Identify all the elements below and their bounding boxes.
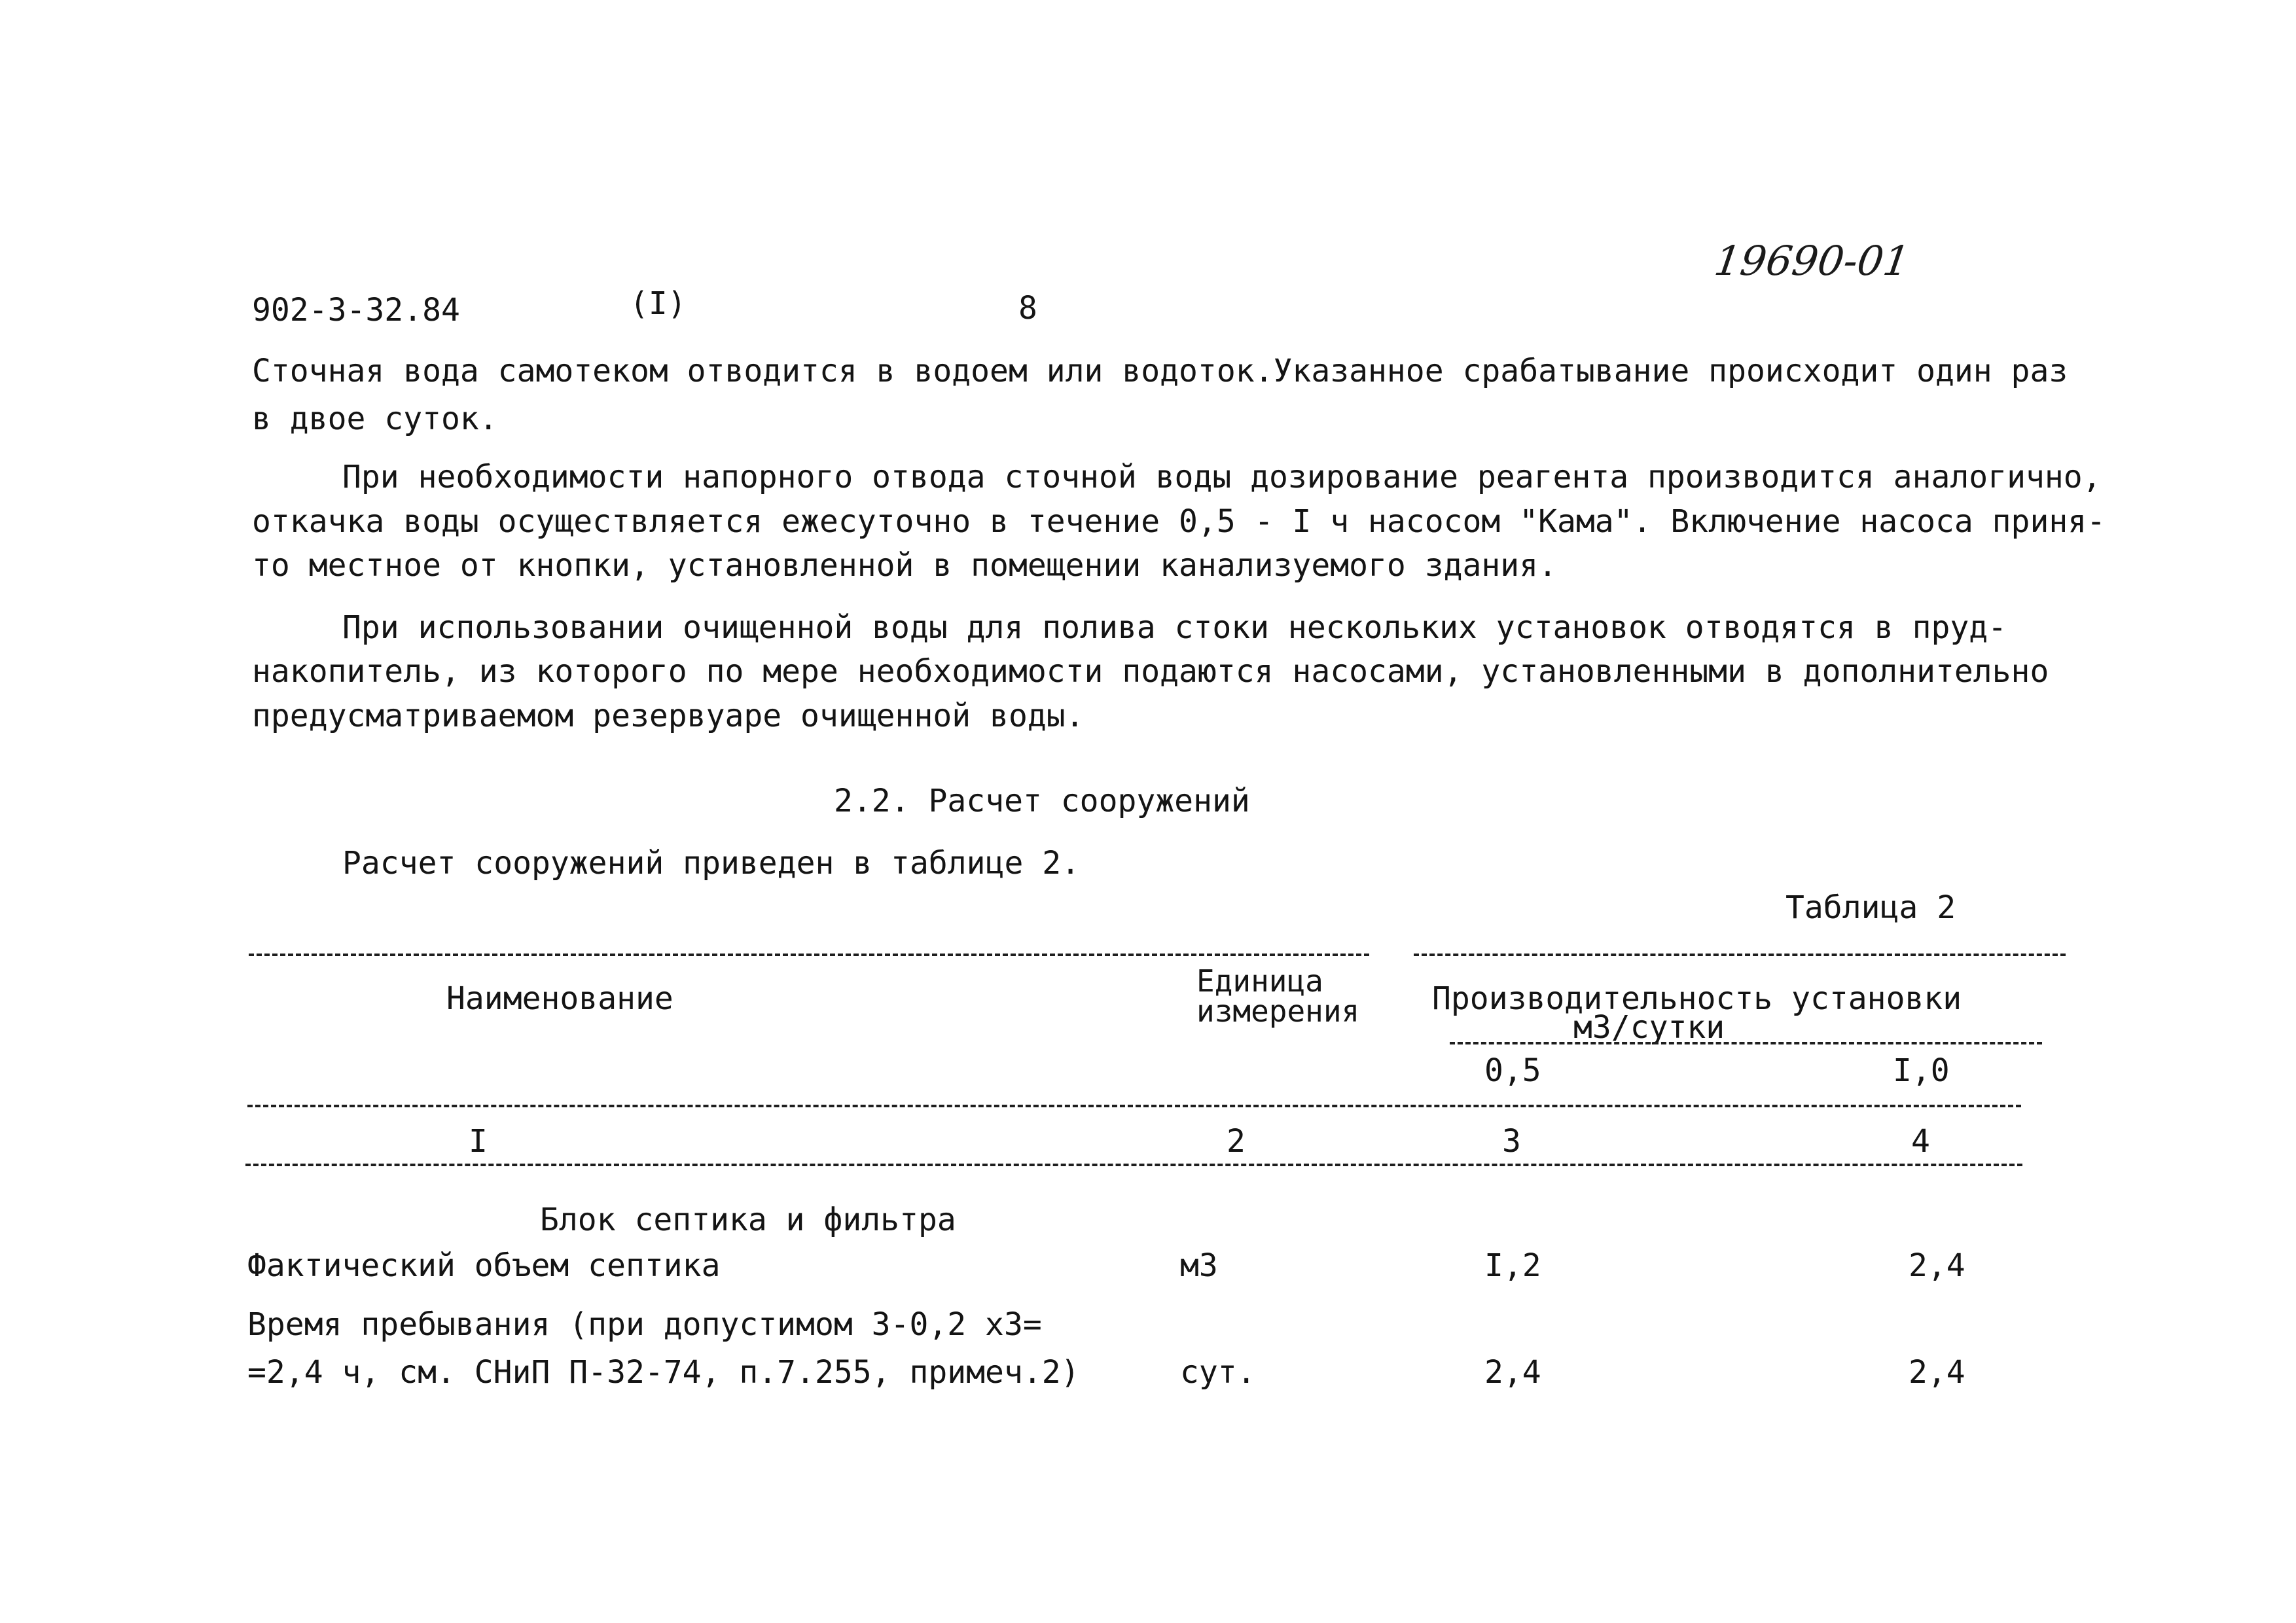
header-unit-line1: Единица [1196, 963, 1323, 999]
page-number: 8 [1018, 290, 1037, 327]
para2-line2: откачка воды осуществляется ежесуточно в течение 0,5 - I ч насосом "Кама". Включение насоса приня- [252, 503, 2106, 540]
header-capacity-rule [1450, 1042, 2042, 1044]
para3-line3: предусматриваемом резервуаре очищенной воды. [252, 698, 1085, 734]
row1-value-05: I,2 [1484, 1247, 1541, 1284]
column-numbers-rule [245, 1164, 2022, 1166]
document-code: 902-3-32.84 [252, 292, 460, 329]
row1-unit: м3 [1180, 1247, 1218, 1284]
table-top-rule-right [1414, 954, 2066, 956]
header-sub-col2: I,0 [1893, 1052, 1950, 1089]
row2-name-line1: Время пребывания (при допустимом 3-0,2 х3= [247, 1306, 1042, 1343]
para1-line1: Сточная вода самотеком отводится в водоем или водоток.Указанное срабатывание происходит один раз [252, 353, 2068, 389]
col-number-4: 4 [1911, 1123, 1930, 1160]
col-number-2: 2 [1227, 1123, 1246, 1160]
header-capacity-line2: м3/сутки [1573, 1009, 1725, 1046]
row1-value-10: 2,4 [1909, 1247, 1965, 1284]
row1-name: Фактический объем септика [247, 1247, 721, 1284]
row2-value-05: 2,4 [1484, 1354, 1541, 1391]
header-bottom-rule [247, 1105, 2021, 1107]
row2-name-line2: =2,4 ч, см. СНиП П-32-74, п.7.255, примеч.2) [247, 1354, 1080, 1391]
group-title: Блок септика и фильтра [540, 1202, 956, 1238]
table-top-rule-left [249, 954, 1369, 956]
para3-line2: накопитель, из которого по мере необходимости подаются насосами, установленными в дополнительно [252, 653, 2049, 690]
para2-line1: При необходимости напорного отвода сточной воды дозирование реагента производится аналогично, [342, 459, 2102, 495]
col-number-1: I [469, 1123, 488, 1160]
header-capacity-line1: Производительность установки [1432, 980, 1962, 1017]
para1-line2: в двое суток. [252, 401, 498, 437]
section-title: 2.2. Расчет сооружений [834, 783, 1250, 819]
header-unit-line2: измерения [1196, 993, 1360, 1029]
table-caption: Таблица 2 [1785, 889, 1956, 926]
part-number: (I) [630, 285, 687, 322]
section-intro: Расчет сооружений приведен в таблице 2. [342, 845, 1081, 882]
header-sub-col1: 0,5 [1484, 1052, 1541, 1089]
row2-unit: сут. [1180, 1354, 1256, 1391]
handwritten-number: 19690-01 [1711, 237, 1913, 285]
header-name: Наименование [446, 980, 673, 1017]
para2-line3: то местное от кнопки, установленной в помещении канализуемого здания. [252, 547, 1557, 584]
col-number-3: 3 [1502, 1123, 1521, 1160]
row2-value-10: 2,4 [1909, 1354, 1965, 1391]
para3-line1: При использовании очищенной воды для полива стоки нескольких установок отводятся в пруд- [342, 609, 2007, 646]
